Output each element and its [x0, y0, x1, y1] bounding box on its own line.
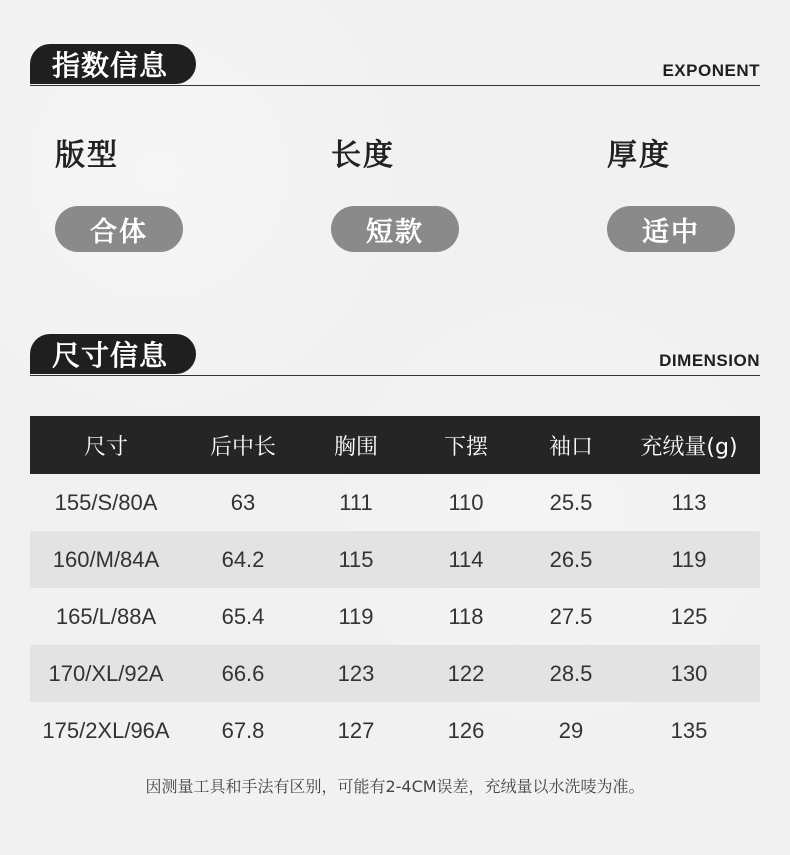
table-row [30, 702, 760, 759]
table-row [30, 531, 760, 588]
table-cell: 66.6 [182, 645, 304, 702]
fit-label: 版型 [55, 138, 119, 173]
table-row [30, 645, 760, 702]
table-cell: 29 [558, 717, 584, 743]
table-cell: 64.2 [182, 531, 304, 588]
header-size: 尺寸 [30, 416, 182, 474]
thickness-label: 厚度 [607, 138, 671, 173]
header-hem: 下摆 [408, 416, 524, 474]
table-cell: 170/XL/92A [30, 645, 182, 702]
header-cuff: 袖口 [524, 416, 618, 474]
table-cell: 114 [408, 531, 524, 588]
table-row [30, 588, 760, 645]
header-chest: 胸围 [304, 416, 408, 474]
table-cell: 126 [447, 717, 485, 743]
length-label: 长度 [331, 138, 395, 173]
table-header-row [30, 416, 760, 474]
table-cell: 123 [304, 645, 408, 702]
table-cell: 110 [448, 489, 484, 515]
fit-value-pill: 合体 [55, 206, 183, 252]
table-cell: 25.5 [549, 489, 593, 515]
fit-attribute [55, 138, 195, 252]
table-cell: 115 [304, 531, 408, 588]
table-cell: 135 [670, 717, 708, 743]
table-cell: 27.5 [549, 603, 593, 629]
table-cell: 125 [670, 603, 708, 629]
dimension-divider-line [30, 375, 760, 376]
table-cell: 119 [338, 603, 374, 629]
table-cell: 127 [337, 717, 375, 743]
table-cell: 155/S/80A [54, 489, 158, 515]
table-cell: 111 [339, 489, 373, 515]
size-table [30, 416, 760, 759]
table-cell: 67.8 [221, 717, 265, 743]
exponent-section-english-label: EXPONENT [662, 61, 760, 80]
dimension-section-title: 尺寸信息 [30, 334, 196, 374]
table-row [30, 474, 760, 531]
exponent-attributes [55, 138, 745, 258]
table-cell: 122 [408, 645, 524, 702]
length-attribute [331, 138, 471, 252]
table-cell: 130 [618, 645, 760, 702]
exponent-section-title: 指数信息 [30, 44, 196, 84]
thickness-attribute [607, 138, 747, 252]
dimension-section-english-label: DIMENSION [659, 351, 760, 370]
length-value-pill: 短款 [331, 206, 459, 252]
table-cell: 26.5 [524, 531, 618, 588]
table-cell: 118 [448, 603, 484, 629]
measurement-footnote: 因测量工具和手法有区别，可能有2-4CM误差，充绒量以水洗唛为准。 [145, 777, 645, 796]
header-down-fill: 充绒量(g) [618, 416, 760, 474]
table-cell: 175/2XL/96A [42, 717, 170, 743]
table-cell: 63 [230, 489, 256, 515]
dimension-section-header [30, 334, 760, 376]
table-cell: 119 [618, 531, 760, 588]
exponent-section-header [30, 44, 760, 86]
table-cell: 160/M/84A [30, 531, 182, 588]
table-cell: 165/L/88A [55, 603, 157, 629]
table-cell: 28.5 [524, 645, 618, 702]
header-back-length: 后中长 [182, 416, 304, 474]
thickness-value-pill: 适中 [607, 206, 735, 252]
exponent-divider-line [30, 85, 760, 86]
table-cell: 65.4 [221, 603, 265, 629]
table-cell: 113 [671, 489, 707, 515]
